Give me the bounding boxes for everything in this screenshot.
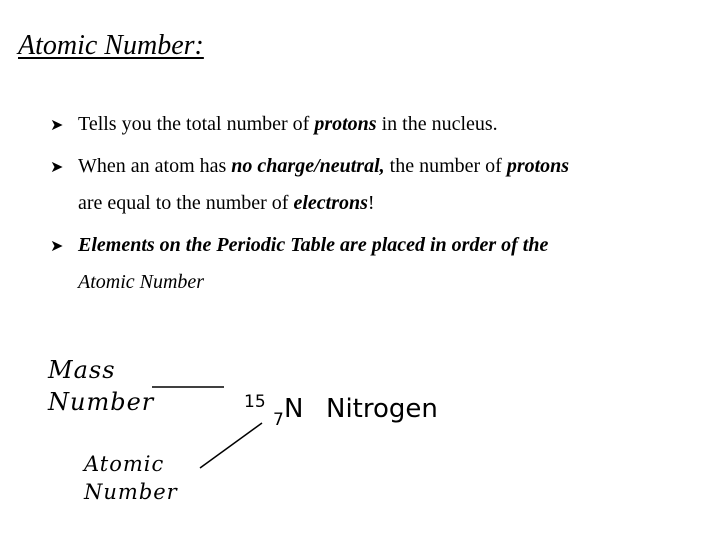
mass-label-line-2: Number — [48, 388, 155, 416]
bullet-2-emphasis-electrons: electrons — [293, 192, 368, 214]
atomic-number-pointer-line — [200, 423, 262, 468]
bullet-2-text-b: the number of — [384, 155, 507, 177]
slide-title: Atomic Number: — [18, 30, 204, 61]
bullet-1-text-b: in the nucleus. — [376, 113, 498, 135]
bullet-2-cont-text-b: ! — [367, 192, 375, 214]
bullet-2-emphasis-no-charge: no charge/neutral, — [231, 155, 385, 177]
bullet-1-text-a: Tells you the total number of — [78, 113, 315, 135]
bullet-3-line-1: Elements on the Periodic Table are placed in order of the — [78, 234, 549, 256]
arrow-bullet-icon: ➤ — [50, 157, 64, 176]
mass-number-value: 15 — [244, 392, 266, 412]
element-symbol: N — [284, 394, 304, 424]
mass-label-line-1: Mass — [48, 356, 116, 384]
arrow-bullet-icon: ➤ — [50, 115, 64, 134]
bullet-2-cont-text-a: are equal to the number of — [78, 192, 294, 214]
atomic-label-line-1: Atomic — [84, 452, 165, 476]
bullet-2-text-a: When an atom has — [78, 155, 232, 177]
element-name: Nitrogen — [326, 394, 438, 424]
bullet-2-emphasis-protons: protons — [506, 155, 570, 177]
bullet-1-emphasis-protons: protons — [314, 113, 377, 135]
atomic-number-value: 7 — [273, 410, 284, 430]
atomic-label-line-2: Number — [84, 480, 178, 504]
arrow-bullet-icon: ➤ — [50, 236, 64, 255]
bullet-3-line-2: Atomic Number — [78, 271, 205, 293]
